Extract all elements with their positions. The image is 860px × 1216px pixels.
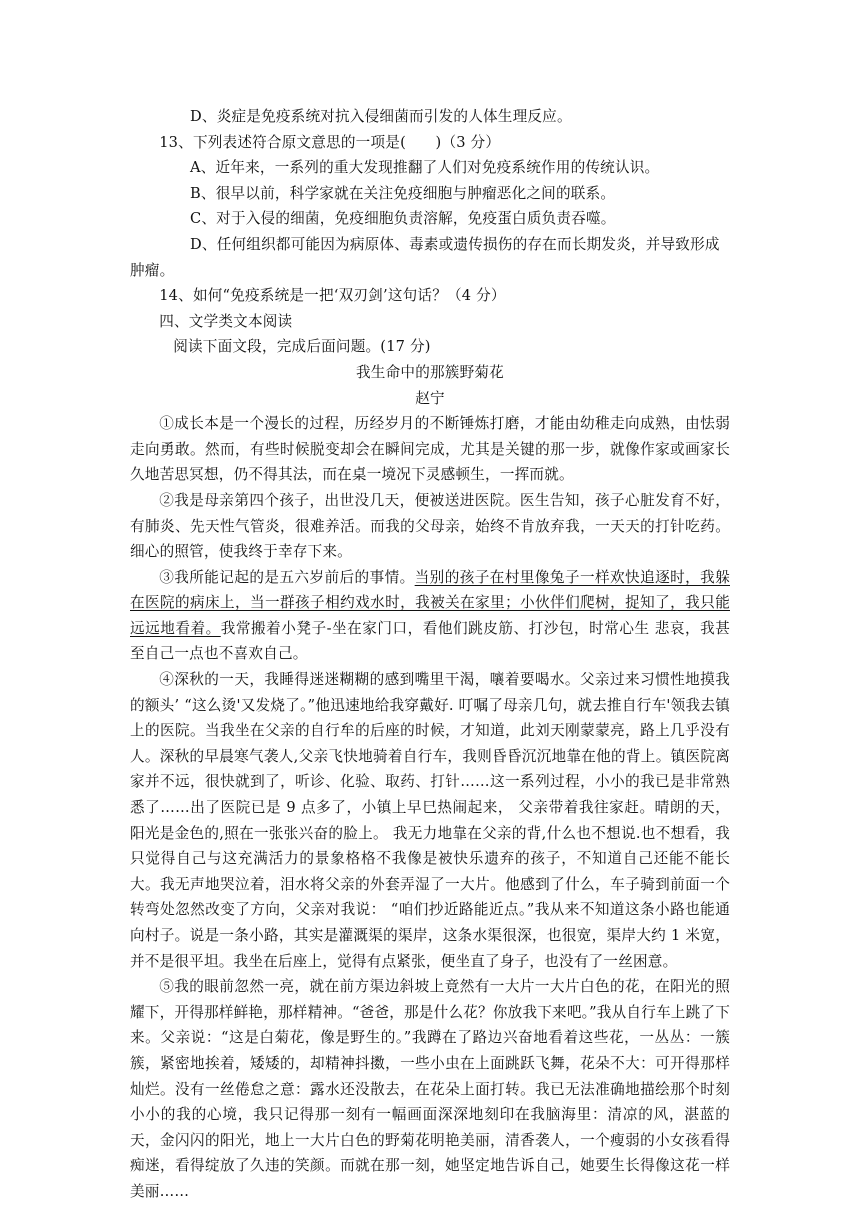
essay-paragraph-2: ②我是母亲第四个孩子，出世没几天，便被送进医院。医生告知，孩子心脏发育不好，有肺炎、先天性气管炎，很难养活。而我的父母亲，始终不肯放弃我，一天天的打针吃药。细心的照管，使我终于幸存下来。 [130,491,730,561]
q13-stem: 13、下列表述符合原文意思的一项是( )（3 分） [159,133,501,151]
essay-paragraph-5: ⑤我的眼前忽然一亮，就在前方渠边斜坡上竟然有一大片一大片白色的花，在阳光的照耀下，开得那样鲜艳，那样精神。“爸爸，那是什么花？你放我下来吧。”我从自行车上跳了下来。父亲说：“这是白菊花，像是野生的。”我蹲在了路边兴奋地看着这些花，一丛丛：一簇簇，紧密地挨着，矮矮的，却精神抖擞，一些小虫在上面跳跃飞舞，花朵不大：可开得那样灿烂。没有一丝倦怠之意：露水还没散去，在花朵上面打转。我已无法准确地描绘那个时刻小小的我的心境，我只记得那一刻有一幅画面深深地刻印在我脑海里：清凉的风，湛蓝的天，金闪闪的阳光，地上一大片白色的野菊花明艳美丽，清香袭人，一个瘦弱的小女孩看得痴迷，看得绽放了久违的笑颜。而就在那一刻，她坚定地告诉自己，她要生长得像这花一样美丽…… [130,978,730,1200]
q13-option-c: C、对于入侵的细菌，免疫细胞负责溶解，免疫蛋白质负责吞噬。 [190,210,616,228]
q13-option-a: A、近年来，一系列的重大发现推翻了人们对免疫系统作用的传统认识。 [190,159,660,177]
paragraph-3-lead: ③我所能记起的是五六岁前后的事情。 [159,568,415,586]
essay-author: 赵宁 [415,389,445,407]
q12-option-d: D、炎症是免疫系统对抗入侵细菌而引发的人体生理反应。 [190,108,572,125]
document-content [130,104,730,1205]
essay-paragraph-1: ①成长本是一个漫长的过程，历经岁月的不断锤炼打磨，才能由幼稚走向成熟，由怯弱走向勇敢。然而，有些时候脱变却会在瞬间完成，尤其是关键的那一步，就像作家或画家长久地苦思冥想，仍不得其法，而在桌一境况下灵感顿生，一挥而就。 [130,415,730,484]
underlined-passage: 当别的孩子在村里像兔子一样欢快追逐时，我躲在医院的病床上，当一群孩子相约戏水时，我被关在家里；小伙伴们爬树，捉知了，我只能远远地看着。 [130,568,730,637]
paragraph-3-tail: 我常搬着小凳子-坐在家门口，看他们跳皮筋、打沙包，时常心生 悲哀，我甚至自己一点也不喜欢自己。 [130,619,731,663]
q13-option-b: B、很早以前，科学家就在关注免疫细胞与肿瘤恶化之间的联系。 [190,184,616,202]
q13-option-d: D、任何组织都可能因为病原体、毒素或遗传损伤的存在而长期发炎，并导致形成肿瘤。 [130,235,720,279]
essay-paragraph-4: ④深秋的一天，我睡得迷迷糊糊的感到嘴里干渴，嚷着要喝水。父亲过来习惯性地摸我的额头’ “这么烫'又发烧了。”他迅速地给我穿戴好. 叮嘱了母亲几句，就去推自行车'领我去镇上的医院。当我坐在父亲的自行牟的后座的时候，才知道，此刘天刚蒙蒙亮，路上几乎没有人。深秋的早晨寒气袭人,父亲飞快地骑着自行车，我则昏昏沉沉地靠在他的背上。镇医院离家并不远，很快就到了，听诊、化验、取药、打针……这一系列过程，小小的我已是非常熟悉了……出了医院已是 9 点多了，小镇上早巳热闹起来， 父亲带着我往家赶。晴朗的天，阳光是金色的,照在一张张兴奋的脸上。 我无力地靠在父亲的背,什么也不想说.也不想看，我只觉得自己与这充满活力的景象格格不我像是被快乐遗弃的孩子，不知道自己还能不能长大。我无声地哭泣着，泪水将父亲的外套弄湿了一大片。他感到了什么，车子骑到前面一个转弯处忽然改变了方向，父亲对我说： “咱们抄近路能近点。”我从来不知道这条小路也能通向村子。说是一条小路，其实是灌溉渠的渠岸，这条水渠很深，也很宽，渠岸大约 1 米宽，并不是很平坦。我坐在后座上，觉得有点紧张，便坐直了身子，也没有了一丝困意。 [130,671,730,970]
section-instruction: 阅读下面文段，完成后面问题。(17 分) [173,338,431,356]
essay-title: 我生命中的那簇野菊花 [356,363,504,381]
q14-stem: 14、如何“免疫系统是一把‘双刃剑’这句话？（4 分） [159,287,506,305]
section-heading: 四、文学类文本阅读 [159,312,293,330]
essay-paragraph-3 [130,565,730,667]
